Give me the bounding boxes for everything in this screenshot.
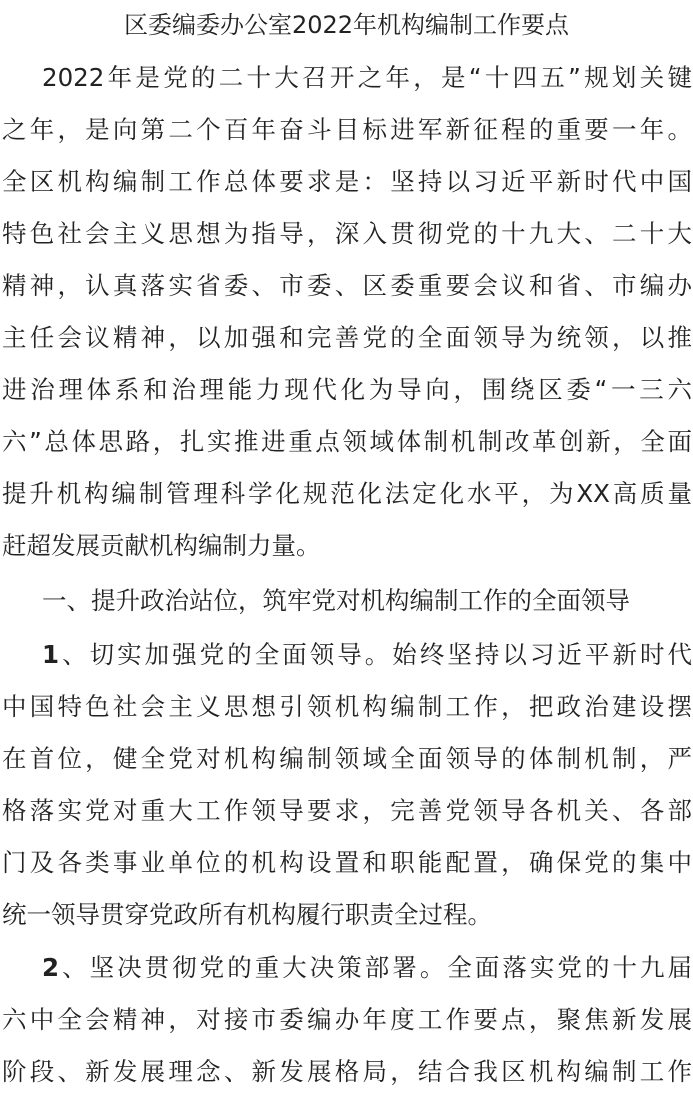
paragraph-line: 进治理体系和治理能力现代化为导向，围绕区委“一三六 <box>2 375 692 404</box>
paragraph-line <box>2 629 692 681</box>
paragraph-line: 中国特色社会主义思想引领机构编制工作，把政治建设摆 <box>2 692 692 721</box>
paragraph-line: 阶段、新发展理念、新发展格局，结合我区机构编制工作 <box>2 1057 692 1086</box>
paragraph-line: 统一领导贯穿党政所有机构履行职责全过程。 <box>2 900 492 929</box>
paragraph-line <box>2 942 692 994</box>
paragraph-line: 六”总体思路，扎实推进重点领域体制机制改革创新，全面 <box>2 427 692 456</box>
paragraph-line: 门及各类事业单位的机构设置和职能配置，确保党的集中 <box>2 848 692 877</box>
item-1-paragraph <box>2 629 692 941</box>
intro-paragraph <box>2 52 692 572</box>
paragraph-line: 赶超发展贡献机构编制力量。 <box>2 531 321 560</box>
paragraph-line: 在首位，健全党对机构编制领域全面领导的体制机制，严 <box>2 744 692 773</box>
item-heading-text: 、坚决贯彻党的重大决策部署。全面落实党的十九届 <box>59 953 692 982</box>
paragraph-line: 特色社会主义思想为指导，深入贯彻党的十九大、二十大 <box>2 219 692 248</box>
paragraph-line: 2022年是党的二十大召开之年，是“十四五”规划关键 <box>42 63 692 92</box>
paragraph-line: 之年，是向第二个百年奋斗目标进军新征程的重要一年。 <box>2 115 692 144</box>
document-title: 区委编委办公室2022年机构编制工作要点 <box>123 11 570 39</box>
section-heading <box>2 575 692 627</box>
paragraph-line: 精神，认真落实省委、市委、区委重要会议和省、市编办 <box>2 271 692 300</box>
item-heading-text: 、切实加强党的全面领导。始终坚持以习近平新时代 <box>59 640 692 669</box>
paragraph-line: 六中全会精神，对接市委编办年度工作要点，聚焦新发展 <box>2 1005 692 1034</box>
item-number: 2 <box>42 953 60 982</box>
item-number: 1 <box>42 640 60 669</box>
paragraph-line: 主任会议精神，以加强和完善党的全面领导为统领，以推 <box>2 323 692 352</box>
paragraph-line: 格落实党对重大工作领导要求，完善党领导各机关、各部 <box>2 796 692 825</box>
section-heading-text: 一、提升政治站位，筑牢党对机构编制工作的全面领导 <box>42 586 630 615</box>
paragraph-line: 全区机构编制工作总体要求是：坚持以习近平新时代中国 <box>2 167 692 196</box>
paragraph-line: 提升机构编制管理科学化规范化法定化水平，为XX高质量 <box>2 479 692 508</box>
item-2-paragraph <box>2 942 692 1098</box>
